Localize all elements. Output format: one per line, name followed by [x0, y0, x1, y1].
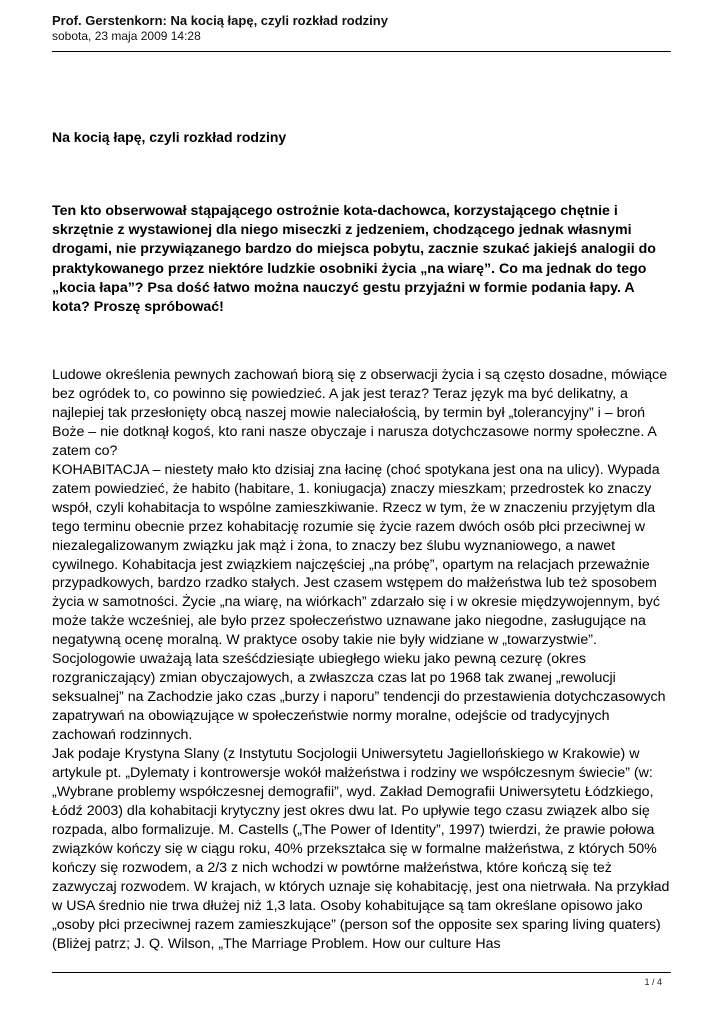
body-paragraph: Ludowe określenia pewnych zachowań biorą się z obserwacji życia i są często dosadne, mówiące bez ogródek to, co powinno się powiedzieć. A jak jest teraz? Teraz język ma być delikatny, a najlepiej tak przesłonięty obcą naszej mowie naleciałością, by termin był „tolerancyjny” i – broń Boże – nie dotknął kogoś, kto rani nasze obyczaje i narusza dotychczasowe normy społeczne. A zatem co? — [52, 367, 668, 459]
header-divider — [52, 51, 671, 52]
header-date: sobota, 23 maja 2009 14:28 — [52, 29, 201, 43]
header-title: Prof. Gerstenkorn: Na kocią łapę, czyli rozkład rodziny — [52, 13, 388, 28]
page-header — [52, 13, 672, 44]
footer-divider — [52, 972, 671, 973]
article-title: Na kocią łapę, czyli rozkład rodziny — [52, 129, 287, 145]
article-body — [52, 366, 677, 954]
body-paragraph: Jak podaje Krystyna Slany (z Instytutu Socjologii Uniwersytetu Jagiellońskiego w Krakowie) w artykule pt. „Dylematy i kontrowersje wokół małżeństwa i rodziny we współczesnym świecie” (w: „Wybrane problemy współczesnej demografii”, wyd. Zakład Demografii Uniwersytetu Łódzkiego, Łódź 2003) dla kohabitacji krytyczny jest okres dwu lat. Po upływie tego czasu związek albo się rozpada, albo formalizuje. M. Castells („The Power of Identity”, 1997) twierdzi, że prawie połowa związków kończy się w ciągu roku, 40% przekształca się w formalne małżeństwa, z których 50% kończy się rozwodem, a 2/3 z nich wchodzi w powtórne małżeństwa, które kończą się też zazwyczaj rozwodem. W krajach, w których uznaje się kohabitację, jest ona nietrwała. Na przykład w USA średnio nie trwa dłużej niż 1,3 lata. Osoby kohabitujące są tam określane opisowo jako „osoby płci przeciwnej razem zamieszkujące” (person sof the opposite sex sparing living quaters) (Bliżej patrz; J. Q. Wilson, „The Marriage Problem. How our culture Has — [52, 746, 670, 952]
body-paragraph: KOHABITACJA – niestety mało kto dzisiaj zna łacinę (choć spotykana jest ona na ulicy). Wypada zatem powiedzieć, że habito (habitare, 1. koniugacja) znaczy mieszkam; przedrostek ko znaczy współ, czyli kohabitacja to wspólne zamieszkiwanie. Rzecz w tym, że w znaczeniu przyjętym dla tego terminu obecnie przez kohabitację rozumie się życie razem dwóch osób płci przeciwnej w niezalegalizowanym związku jak mąż i żona, to znaczy bez ślubu wyznaniowego, a nawet cywilnego. Kohabitacja jest związkiem najczęściej „na próbę”, opartym na relacjach przeważnie przypadkowych, bardzo rzadko stałych. Jest czasem wstępem do małżeństwa lub też sposobem życia w samotności. Życie „na wiarę, na wiórkach” zdarzało się i w okresie międzywojennym, być może także wcześniej, ale było przez społeczeństwo uznawane jako niegodne, zasługujące na negatywną ocenę moralną. W praktyce osoby takie nie były widziane w „towarzystwie”. Socjologowie uważają lata sześćdziesiąte ubiegłego wieku jako pewną cezurę (okres rozgraniczający) zmian obyczajowych, a zwłaszcza czas lat po 1968 tak zwanej „rewolucji seksualnej” na Zachodzie jako czas „burzy i naporu” tendencji do przestawienia dotychczasowych zapatrywań na obowiązujące w społeczeństwie normy moralne, odejście od tradycyjnych zachowań rodzinnych. — [52, 461, 666, 744]
article-lead: Ten kto obserwował stąpającego ostrożnie kota-dachowca, korzystającego chętnie i skrzętnie z wystawionej dla niego miseczki z jedzeniem, chodzącego jednak własnymi drogami, nie przywiązanego bardzo do miejsca pobytu, zacznie szukać jakiejś analogii do praktykowanego przez niektóre ludzkie osobniki życia „na wiarę”. Co ma jednak do tego „kocia łapa”? Psa dość łatwo można nauczyć gestu przyjaźni w formie podania łapy. A kota? Proszę spróbować! — [52, 203, 656, 316]
page-number: 1 / 4 — [644, 977, 662, 987]
